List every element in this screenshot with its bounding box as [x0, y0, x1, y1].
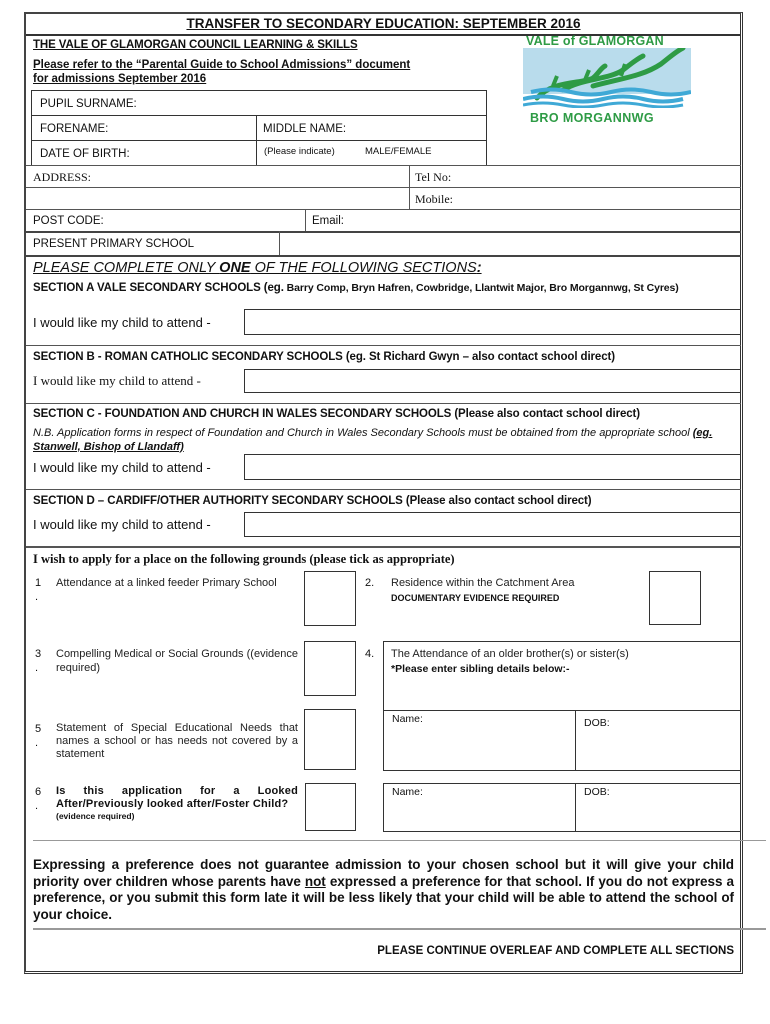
intro-text: OF THE FOLLOWING SECTIONS [250, 260, 477, 276]
ground-2-number: 2. [365, 577, 375, 589]
logo-graphic-icon [523, 48, 691, 108]
ground-1-checkbox[interactable] [304, 571, 356, 626]
postcode-label: POST CODE: [33, 215, 104, 227]
preference-notice [33, 857, 734, 923]
intro-colon: : [476, 260, 482, 276]
pupil-surname-field[interactable] [31, 90, 487, 116]
forename-field[interactable] [31, 115, 257, 141]
section-d-attend-label: I would like my child to attend - [33, 517, 211, 532]
notice-text: expressed a preference for that school. If you do not express a preference, or you submit this form late it will be less likely that your child will be able to attend the school of your choice. [33, 873, 734, 922]
ground-4-number: 4. [365, 648, 375, 660]
date-of-birth-field[interactable] [31, 140, 257, 166]
mobile-field[interactable] [410, 188, 741, 209]
ground-4-subtext: *Please enter sibling details below:- [391, 663, 570, 675]
section-c-examples: (eg. Stanwell, Bishop of Llandaff) [33, 427, 713, 453]
sibling-2-dob-label: DOB: [584, 786, 610, 798]
sibling-1-name-label: Name: [392, 713, 423, 725]
address-field[interactable] [26, 166, 409, 209]
sibling-2-dob-field[interactable] [575, 783, 741, 832]
intro-emphasis: ONE [219, 260, 251, 276]
ground-3-text: Compelling Medical or Social Grounds ((evidence required) [56, 648, 298, 674]
section-b-heading: SECTION B - ROMAN CATHOLIC SECONDARY SCHOOLS (eg. St Richard Gwyn – also contact school direct) [33, 351, 615, 363]
address-label: ADDRESS: [33, 170, 92, 184]
divider [33, 928, 766, 930]
email-label: Email: [312, 215, 344, 227]
pupil-surname-label: PUPIL SURNAME: [40, 98, 137, 110]
ground-5-number: 5 . [35, 723, 42, 749]
ground-6-number: 6 . [35, 786, 42, 812]
gender-options: MALE/FEMALE [365, 146, 432, 157]
ground-3-checkbox[interactable] [304, 641, 356, 696]
section-c-attend-label: I would like my child to attend - [33, 460, 211, 475]
section-a-heading [33, 281, 737, 295]
section-b-school-input[interactable] [244, 369, 741, 393]
section-d-school-input[interactable] [244, 512, 741, 537]
tel-field[interactable] [410, 166, 741, 187]
section-a-title: SECTION A VALE SECONDARY SCHOOLS (eg. [33, 282, 284, 294]
primary-school-field[interactable] [280, 232, 741, 255]
section-c-note-text: N.B. Application forms in respect of Foundation and Church in Wales Secondary Schools must be obtained from the appropriate school [33, 427, 693, 439]
section-a-attend-label: I would like my child to attend - [33, 315, 211, 330]
logo-top-text: VALE of GLAMORGAN [526, 34, 664, 48]
dob-label: DATE OF BIRTH: [40, 148, 130, 160]
intro-text: PLEASE COMPLETE ONLY [33, 260, 220, 276]
primary-school-label: PRESENT PRIMARY SCHOOL [33, 238, 195, 250]
ground-5-checkbox[interactable] [304, 709, 356, 770]
ground-1-text: Attendance at a linked feeder Primary School [56, 577, 277, 589]
middle-name-label: MIDDLE NAME: [263, 123, 347, 135]
gender-field[interactable] [256, 140, 487, 166]
form-title: TRANSFER TO SECONDARY EDUCATION: SEPTEMBER 2016 [186, 16, 581, 31]
sibling-1-dob-field[interactable] [575, 710, 741, 771]
divider [26, 345, 741, 346]
ground-2-checkbox[interactable] [649, 571, 701, 625]
divider [26, 546, 741, 548]
notice-text: Expressing a preference does not guarantee admission to your chosen school but it will give your child priority over children whose parents have [33, 857, 734, 889]
sections-intro [33, 260, 482, 276]
email-field[interactable] [306, 210, 741, 231]
postcode-field[interactable] [26, 210, 305, 231]
forename-label: FORENAME: [40, 123, 109, 135]
refer-line-2: for admissions September 2016 [33, 73, 207, 85]
divider [26, 403, 741, 404]
section-d-heading: SECTION D – CARDIFF/OTHER AUTHORITY SECONDARY SCHOOLS (Please also contact school direct) [33, 495, 592, 507]
ground-2-subtext: DOCUMENTARY EVIDENCE REQUIRED [391, 593, 560, 603]
divider [26, 489, 741, 490]
council-name: THE VALE OF GLAMORGAN COUNCIL LEARNING & SKILLS [33, 39, 358, 51]
gender-hint: (Please indicate) [264, 146, 335, 157]
sibling-2-name-label: Name: [392, 786, 423, 798]
refer-line-1: Please refer to the “Parental Guide to School Admissions” document [33, 59, 411, 71]
section-c-school-input[interactable] [244, 454, 741, 480]
ground-6-subtext: (evidence required) [56, 811, 135, 821]
logo-bottom-text: BRO MORGANNWG [530, 111, 654, 125]
divider [26, 255, 741, 257]
section-c-heading: SECTION C - FOUNDATION AND CHURCH IN WALES SECONDARY SCHOOLS (Please also contact school direct) [33, 408, 640, 420]
divider [33, 840, 766, 841]
ground-6-text: Is this application for a Looked After/Previously looked after/Foster Child? [56, 785, 298, 810]
ground-5-text: Statement of Special Educational Needs that names a school or has needs not covered by a statement [56, 722, 298, 760]
ground-2-text: Residence within the Catchment Area [391, 577, 575, 589]
ground-1-number: 1 . [35, 577, 42, 603]
ground-3-number: 3 . [35, 648, 42, 674]
section-a-examples: Barry Comp, Bryn Hafren, Cowbridge, Llantwit Major, Bro Morgannwg, St Cyres) [283, 282, 679, 294]
sibling-1-name-field[interactable] [383, 710, 576, 771]
grounds-heading: I wish to apply for a place on the following grounds (please tick as appropriate) [33, 552, 455, 566]
refer-note [33, 58, 473, 86]
ground-6-checkbox[interactable] [305, 783, 356, 831]
sibling-1-dob-label: DOB: [584, 717, 610, 729]
section-b-attend-label: I would like my child to attend - [33, 373, 201, 388]
section-c-note [33, 427, 723, 454]
section-a-school-input[interactable] [244, 309, 741, 335]
continue-overleaf-note: PLEASE CONTINUE OVERLEAF AND COMPLETE ALL SECTIONS [377, 945, 734, 957]
notice-emphasis: not [304, 873, 326, 889]
sibling-2-name-field[interactable] [383, 783, 576, 832]
vale-of-glamorgan-logo [520, 34, 698, 126]
tel-label: Tel No: [415, 170, 452, 184]
mobile-label: Mobile: [415, 192, 453, 206]
ground-4-text: The Attendance of an older brother(s) or sister(s) [391, 648, 629, 660]
middle-name-field[interactable] [256, 115, 487, 141]
